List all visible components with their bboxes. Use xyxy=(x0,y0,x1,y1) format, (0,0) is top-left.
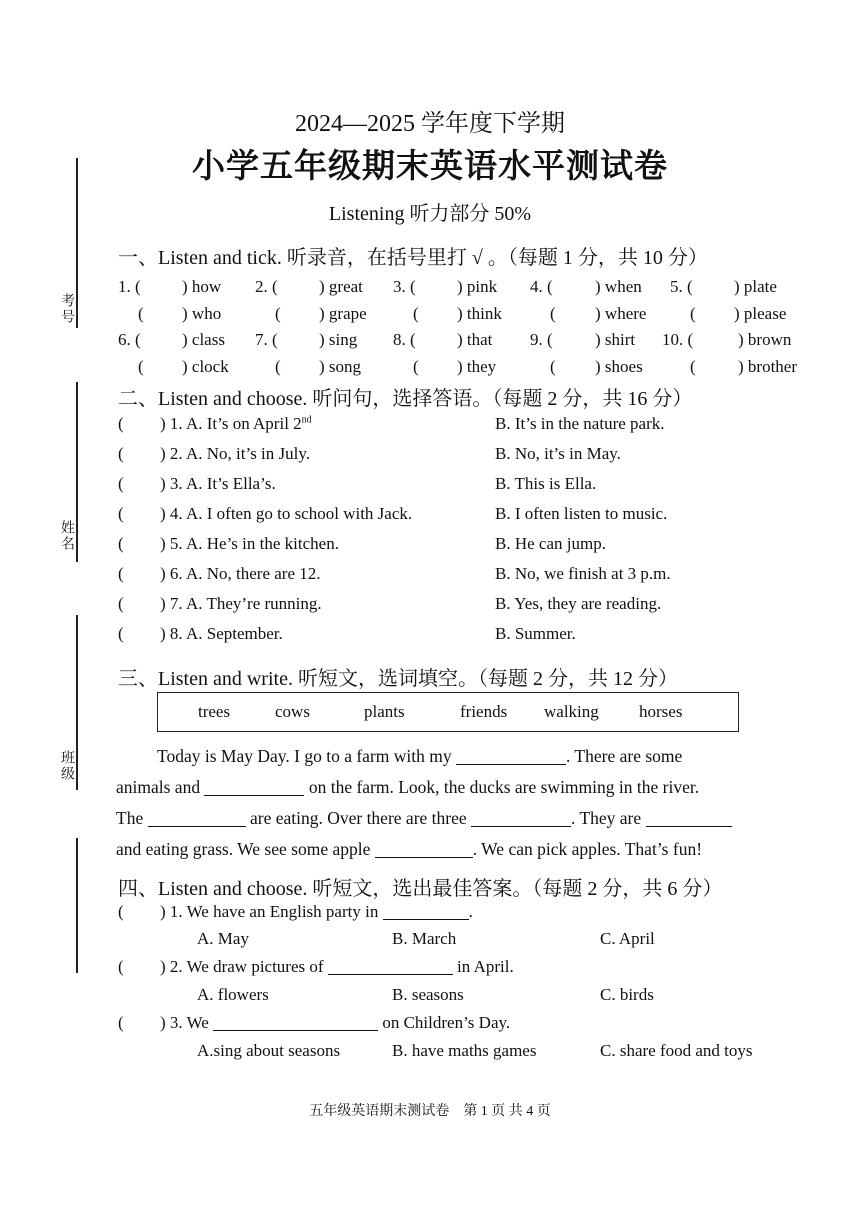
word-bank-item: trees xyxy=(198,702,231,721)
s4-q1-option-a: A. May xyxy=(197,929,249,948)
s1-bracket: ( xyxy=(413,357,419,376)
class-label: 班级 xyxy=(59,750,74,782)
s1-bracket: ( xyxy=(275,357,281,376)
s2-q7-bracket: ( xyxy=(118,594,124,613)
answer-blank-2[interactable] xyxy=(204,778,304,797)
s1-bracket: ( xyxy=(138,304,144,323)
s2-q6-option-b: B. No, we finish at 3 p.m. xyxy=(495,564,671,583)
s1-item-2-a: ) great xyxy=(319,277,363,296)
s1-item-7-num: 7. ( xyxy=(255,330,278,349)
s1-item-10-b: ) brother xyxy=(738,357,798,376)
s1-item-6-b: ) clock xyxy=(182,357,229,376)
s4-q3-option-b: B. have maths games xyxy=(392,1041,537,1060)
s2-q6-bracket: ( xyxy=(118,564,124,583)
s4-q2-option-b: B. seasons xyxy=(392,985,464,1004)
s1-bracket: ( xyxy=(138,357,144,376)
s2-q5-option-b: B. He can jump. xyxy=(495,534,606,553)
s4-q2-option-a: A. flowers xyxy=(197,985,269,1004)
s1-item-10-a: ) brown xyxy=(738,330,792,349)
page-footer: 五年级英语期末测试卷 第 1 页 共 4 页 xyxy=(309,1104,551,1119)
s4-q1-option-b: B. March xyxy=(392,929,457,948)
s2-q1-bracket: ( xyxy=(118,414,124,433)
s1-bracket: ( xyxy=(690,304,696,323)
s2-q3-bracket: ( xyxy=(118,474,124,493)
s2-q2-option-b: B. No, it’s in May. xyxy=(495,444,621,463)
s2-q4-option-b: B. I often listen to music. xyxy=(495,504,668,523)
s4-q1-stem: ) 1. We have an English party in . xyxy=(160,902,473,921)
s1-bracket: ( xyxy=(550,304,556,323)
s1-item-7-a: ) sing xyxy=(319,330,358,349)
s2-q4-option-a: ) 4. A. I often go to school with Jack. xyxy=(160,504,413,523)
s2-q3-option-a: ) 3. A. It’s Ella’s. xyxy=(160,474,276,493)
s2-q5-bracket: ( xyxy=(118,534,124,553)
section1-heading: 一、Listen and tick. 听录音，在括号里打 √ 。（每题 1 分，共 10 分） xyxy=(118,247,708,269)
word-bank-item: horses xyxy=(639,702,683,721)
word-bank-item: walking xyxy=(544,702,599,721)
s1-bracket: ( xyxy=(413,304,419,323)
s2-q8-option-b: B. Summer. xyxy=(495,624,576,643)
margin-line-bottom xyxy=(76,838,78,973)
s1-item-8-a: ) that xyxy=(457,330,493,349)
s1-item-8-num: 8. ( xyxy=(393,330,416,349)
s1-item-1-b: ) who xyxy=(182,304,222,323)
s1-item-5-a: ) plate xyxy=(734,277,777,296)
passage-line-1: Today is May Day. I go to a farm with my . There are some xyxy=(157,746,683,766)
s4-q2-option-c: C. birds xyxy=(600,985,654,1004)
s2-q1-option-a: ) 1. A. It’s on April 2nd xyxy=(160,414,312,433)
s4-q1-bracket: ( xyxy=(118,902,124,921)
s1-item-3-a: ) pink xyxy=(457,277,498,296)
section3-heading: 三、Listen and write. 听短文，选词填空。（每题 2 分，共 12 分） xyxy=(118,668,678,690)
word-bank-item: friends xyxy=(460,702,508,721)
s1-bracket: ( xyxy=(690,357,696,376)
s2-q6-option-a: ) 6. A. No, there are 12. xyxy=(160,564,321,583)
s1-bracket: ( xyxy=(275,304,281,323)
exam-number-label: 考号 xyxy=(59,293,74,325)
s2-q8-bracket: ( xyxy=(118,624,124,643)
s4-q3-blank[interactable] xyxy=(213,1013,378,1031)
s2-q2-option-a: ) 2. A. No, it’s in July. xyxy=(160,444,311,463)
word-bank-box xyxy=(157,692,739,732)
s4-q3-option-c: C. share food and toys xyxy=(600,1041,753,1060)
s2-q2-bracket: ( xyxy=(118,444,124,463)
s4-q2-stem: ) 2. We draw pictures of in April. xyxy=(160,957,514,976)
s1-item-4-num: 4. ( xyxy=(530,277,553,296)
s4-q2-bracket: ( xyxy=(118,957,124,976)
s4-q3-stem: ) 3. We on Children’s Day. xyxy=(160,1013,511,1032)
s1-item-1-a: ) how xyxy=(182,277,222,296)
s2-q4-bracket: ( xyxy=(118,504,124,523)
answer-blank-6[interactable] xyxy=(375,840,473,859)
answer-blank-5[interactable] xyxy=(646,809,732,828)
s4-q2-blank[interactable] xyxy=(328,957,453,975)
s4-q1-blank[interactable] xyxy=(383,902,469,920)
s1-bracket: ( xyxy=(550,357,556,376)
s1-item-4-a: ) when xyxy=(595,277,642,296)
s4-q1-option-c: C. April xyxy=(600,929,655,948)
s1-item-9-b: ) shoes xyxy=(595,357,643,376)
margin-line-lower xyxy=(76,615,78,790)
s1-item-3-b: ) think xyxy=(457,304,502,323)
s1-item-2-b: ) grape xyxy=(319,304,367,323)
s1-item-9-num: 9. ( xyxy=(530,330,553,349)
s4-q3-bracket: ( xyxy=(118,1013,124,1032)
s2-q8-option-a: ) 8. A. September. xyxy=(160,624,283,643)
page-title: 小学五年级期末英语水平测试卷 xyxy=(192,149,668,185)
s1-item-2-num: 2. ( xyxy=(255,277,278,296)
s1-item-6-a: ) class xyxy=(182,330,225,349)
s1-item-8-b: ) they xyxy=(457,357,497,376)
s1-item-6-num: 6. ( xyxy=(118,330,141,349)
word-bank-item: plants xyxy=(364,702,405,721)
s2-q1-option-b: B. It’s in the nature park. xyxy=(495,414,665,433)
margin-line-mid xyxy=(76,382,78,562)
s2-q5-option-a: ) 5. A. He’s in the kitchen. xyxy=(160,534,339,553)
passage-line-4: and eating grass. We see some apple . We can pick apples. That’s fun! xyxy=(116,839,703,859)
subtitle: Listening 听力部分 50% xyxy=(328,203,532,225)
s1-item-3-num: 3. ( xyxy=(393,277,416,296)
s1-item-10-num: 10. ( xyxy=(662,330,694,349)
school-year: 2024—2025 学年度下学期 xyxy=(295,111,565,137)
passage-line-2: animals and on the farm. Look, the ducks are swimming in the river. xyxy=(116,777,700,797)
word-bank-item: cows xyxy=(275,702,310,721)
s1-item-7-b: ) song xyxy=(319,357,362,376)
s1-item-4-b: ) where xyxy=(595,304,647,323)
answer-blank-3[interactable] xyxy=(148,809,246,828)
passage-line-3: The are eating. Over there are three . They are xyxy=(116,808,732,829)
s1-item-1-num: 1. ( xyxy=(118,277,141,296)
answer-blank-1[interactable] xyxy=(456,747,566,766)
answer-blank-4[interactable] xyxy=(471,809,571,828)
s1-item-9-a: ) shirt xyxy=(595,330,636,349)
name-label: 姓名 xyxy=(59,520,74,552)
section4-heading: 四、Listen and choose. 听短文，选出最佳答案。（每题 2 分，共 6 分） xyxy=(118,878,723,900)
s1-item-5-num: 5. ( xyxy=(670,277,693,296)
s2-q3-option-b: B. This is Ella. xyxy=(495,474,597,493)
s2-q7-option-a: ) 7. A. They’re running. xyxy=(160,594,322,613)
s4-q3-option-a: A.sing about seasons xyxy=(197,1041,341,1060)
s2-q7-option-b: B. Yes, they are reading. xyxy=(495,594,662,613)
section2-heading: 二、Listen and choose. 听问句，选择答语。（每题 2 分，共 16 分） xyxy=(118,388,693,410)
s1-item-5-b: ) please xyxy=(734,304,787,323)
